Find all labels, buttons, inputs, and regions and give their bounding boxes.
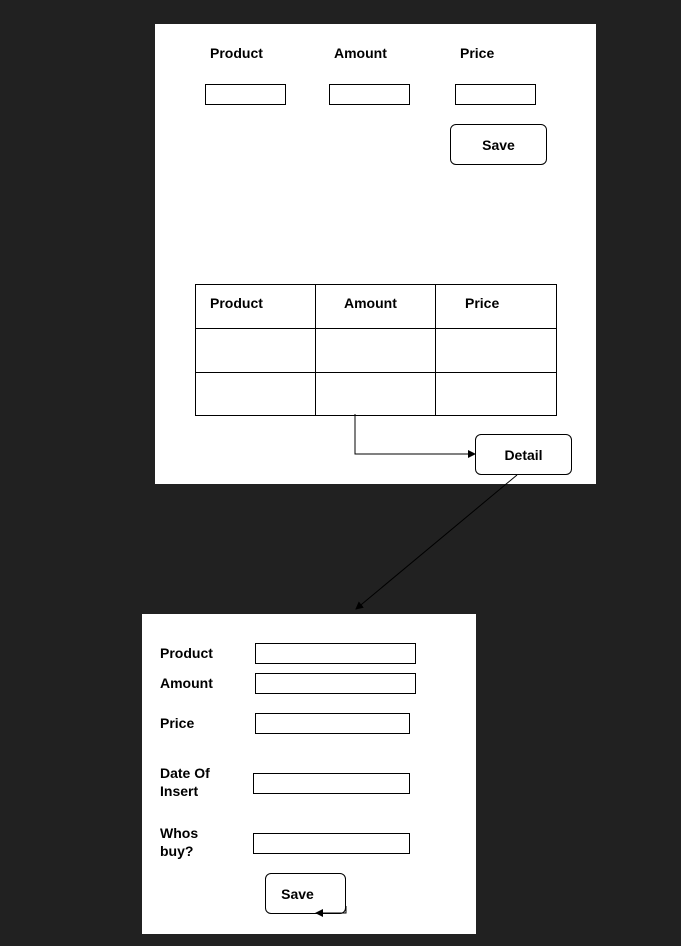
amount-label: Amount: [334, 45, 387, 61]
table-cell: [316, 329, 436, 373]
table-cell: [196, 329, 316, 373]
price-label: Price: [460, 45, 495, 61]
detail-price-input[interactable]: [255, 713, 410, 734]
detail-buyer-label: Whos buy?: [160, 825, 199, 859]
detail-buyer-input[interactable]: [253, 833, 410, 854]
table-cell: [436, 373, 557, 416]
amount-input[interactable]: [329, 84, 410, 105]
save-button[interactable]: Save: [450, 124, 547, 165]
table-row[interactable]: [196, 373, 557, 416]
table-header-price: Price: [436, 285, 557, 329]
products-table: [195, 284, 557, 416]
table-cell: [196, 373, 316, 416]
detail-date-label: Date Of Insert: [160, 765, 210, 799]
detail-save-button[interactable]: Save: [265, 873, 346, 914]
product-input[interactable]: [205, 84, 286, 105]
price-input[interactable]: [455, 84, 536, 105]
detail-button[interactable]: Detail: [475, 434, 572, 475]
product-label: Product: [210, 45, 263, 61]
table-header-amount: Amount: [316, 285, 436, 329]
detail-amount-label: Amount: [160, 675, 213, 691]
detail-to-form-arrow: [356, 475, 517, 609]
table-cell: [316, 373, 436, 416]
detail-product-label: Product: [160, 645, 213, 661]
detail-price-label: Price: [160, 715, 195, 731]
detail-amount-input[interactable]: [255, 673, 416, 694]
table-header-product: Product: [196, 285, 316, 329]
detail-date-input[interactable]: [253, 773, 410, 794]
table-row[interactable]: [196, 329, 557, 373]
detail-product-input[interactable]: [255, 643, 416, 664]
table-header-row: [196, 285, 557, 329]
table-cell: [436, 329, 557, 373]
